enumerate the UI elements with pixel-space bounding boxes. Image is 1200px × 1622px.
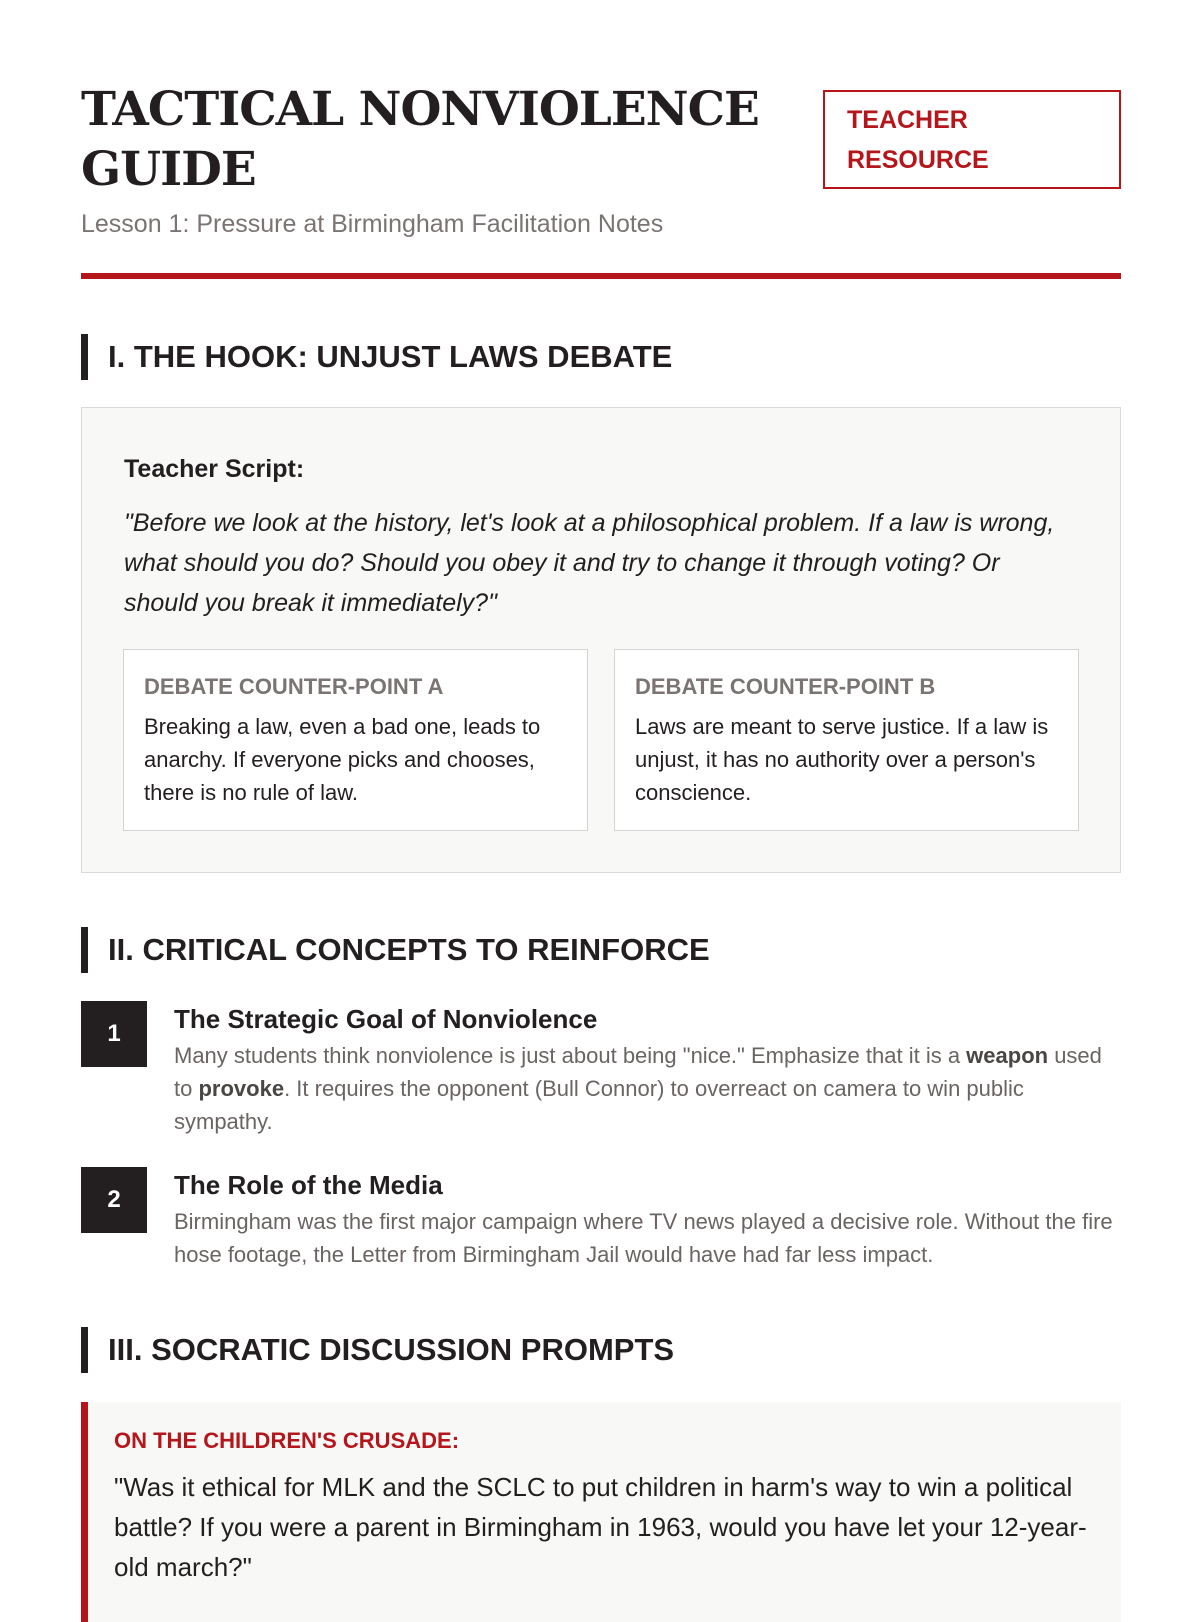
emphasis-weapon: weapon xyxy=(966,1043,1049,1068)
concept-title: The Strategic Goal of Nonviolence xyxy=(174,1004,598,1034)
counterpoint-card-a xyxy=(123,649,588,831)
document-subtitle: Lesson 1: Pressure at Birmingham Facilitation Notes xyxy=(81,210,664,238)
header-divider xyxy=(81,273,1121,279)
document-header xyxy=(81,0,1121,282)
concept-number-badge: 2 xyxy=(81,1167,147,1233)
teacher-script-label: Teacher Script: xyxy=(124,455,305,483)
section-heading-hook: I. THE HOOK: UNJUST LAWS DEBATE xyxy=(81,334,1121,380)
emphasis-provoke: provoke xyxy=(198,1076,285,1101)
counterpoint-title: DEBATE COUNTER-POINT B xyxy=(635,674,936,699)
hook-panel xyxy=(81,407,1121,873)
counterpoint-text: Laws are meant to serve justice. If a law is unjust, it has no authority over a person's conscience. xyxy=(635,714,1049,805)
concept-number-badge: 1 xyxy=(81,1001,147,1067)
counterpoint-title: DEBATE COUNTER-POINT A xyxy=(144,674,444,699)
concept-body xyxy=(174,1001,1121,1138)
prompt-text: "Was it ethical for MLK and the SCLC to put children in harm's way to win a political battle? If you were a parent in Birmingham in 1963, would you have let your 12-year-old march?" xyxy=(114,1472,1087,1582)
teacher-script-quote: "Before we look at the history, let's look at a philosophical problem. If a law is wrong, what should you do? Should you obey it and try to change it through voting? Or should you break it immediately?" xyxy=(124,509,1055,617)
section-heading-concepts: II. CRITICAL CONCEPTS TO REINFORCE xyxy=(81,927,1121,973)
counterpoint-text: Breaking a law, even a bad one, leads to anarchy. If everyone picks and chooses, there is no rule of law. xyxy=(144,714,541,805)
counterpoint-card-b xyxy=(614,649,1079,831)
document-title: TACTICAL NONVIOLENCE GUIDE xyxy=(81,82,759,197)
prompt-label: ON THE CHILDREN'S CRUSADE: xyxy=(114,1428,460,1453)
discussion-prompt-card xyxy=(81,1402,1121,1622)
section-heading-socratic: III. SOCRATIC DISCUSSION PROMPTS xyxy=(81,1327,1121,1373)
concept-title: The Role of the Media xyxy=(174,1170,443,1200)
concept-text: Birmingham was the first major campaign where TV news played a decisive role. Without the fire hose footage, the Letter from Birmingham Jail would have had far less impact. xyxy=(174,1209,1113,1267)
concept-body xyxy=(174,1167,1121,1271)
concept-text: Many students think nonviolence is just about being "nice." Emphasize that it is a weapon used to provoke. It requires the opponent (Bull Connor) to overreact on camera to win public sympathy. xyxy=(174,1043,1102,1134)
teacher-resource-badge: TEACHER RESOURCE xyxy=(823,90,1121,189)
lesson-guide-page xyxy=(81,0,1121,1582)
